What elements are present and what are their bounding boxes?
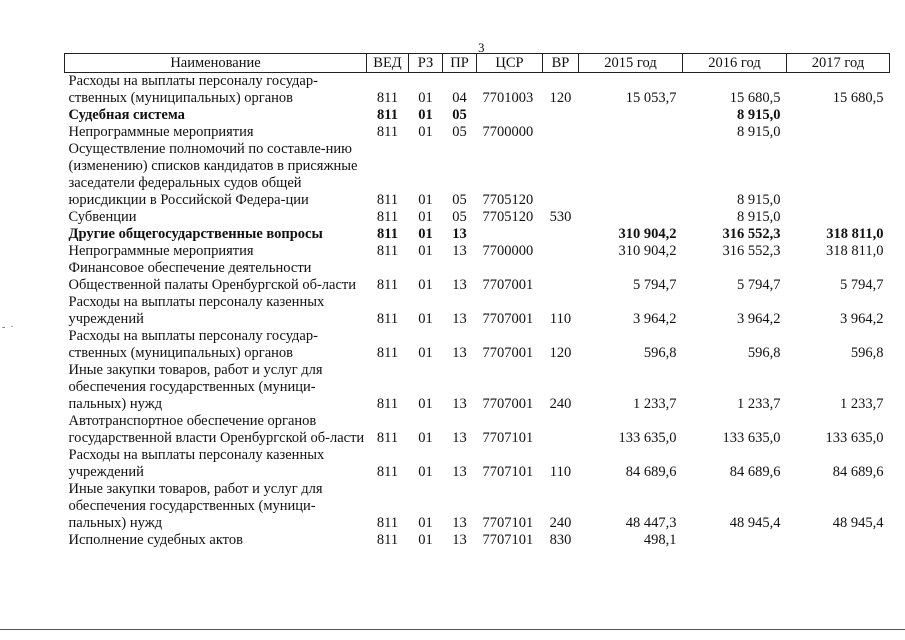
cell-y2017: 3 964,2 [840,311,884,327]
cell-vr: 530 [549,209,572,225]
cell-y2017 [787,141,890,209]
cell-y2015 [579,141,683,209]
col-header-2015: 2015 год [579,54,683,73]
cell-csr: 7707101 [482,430,534,446]
cell-rz: 01 [418,90,433,106]
cell-name: Осуществление полномочий по составле-нию (изменению) списков кандидатов в присяжные заседатели федеральных судов общей юрисдикции в Российской Федера-ции [68,141,358,208]
cell-csr: 7707001 [482,345,534,361]
cell-csr: 7705120 [482,209,534,225]
cell-csr: 7707001 [482,311,534,327]
cell-ved: 811 [376,90,399,106]
col-header-name: Наименование [65,54,367,73]
col-header-csr: ЦСР [477,54,543,73]
cell-y2017: 596,8 [850,345,884,361]
cell-pr: 05 [452,124,467,140]
cell-vr [543,124,579,141]
cell-name: Финансовое обеспечение деятельности Общественной палаты Оренбургской об-ласти [68,260,356,293]
cell-ved: 811 [376,277,399,293]
cell-vr: 240 [549,396,572,412]
cell-y2015: 498,1 [643,532,677,548]
cell-pr: 13 [452,277,467,293]
cell-csr: 7700000 [482,243,534,259]
cell-y2017: 84 689,6 [832,464,884,480]
cell-y2015 [579,107,683,124]
cell-vr: 110 [549,464,572,480]
cell-vr [543,226,579,243]
cell-rz: 01 [418,192,433,208]
table-body [65,73,890,550]
cell-rz: 01 [418,243,433,259]
table-row [65,209,890,226]
cell-name: Исполнение судебных актов [68,532,243,548]
cell-ved: 811 [376,396,399,412]
cell-vr [543,260,579,294]
table-row [65,328,890,362]
cell-y2015: 5 794,7 [633,277,677,293]
cell-pr: 13 [452,430,467,446]
cell-name: Автотранспортное обеспечение органов государственной власти Оренбургской об-ласти [68,413,365,446]
cell-name: Непрограммные мероприятия [68,124,254,140]
table-row [65,226,890,243]
cell-y2016: 596,8 [747,345,781,361]
cell-y2017: 48 945,4 [832,515,884,531]
cell-name: Расходы на выплаты персоналу государ-ственных (муниципальных) органов [68,73,318,106]
cell-ved: 811 [376,515,399,531]
cell-csr: 7707001 [482,277,534,293]
cell-y2017 [787,107,890,124]
table-row [65,260,890,294]
cell-y2015: 310 904,2 [618,226,677,242]
cell-y2017: 318 811,0 [826,226,884,242]
cell-vr: 120 [549,345,572,361]
cell-rz: 01 [418,124,433,140]
cell-y2015 [579,209,683,226]
table-row [65,362,890,413]
cell-vr [543,141,579,209]
cell-rz: 01 [418,226,433,242]
page-bottom-rule [0,629,905,630]
cell-name: Непрограммные мероприятия [68,243,254,259]
cell-ved: 811 [376,464,399,480]
cell-rz: 01 [418,515,433,531]
cell-y2017: 318 811,0 [826,243,884,259]
cell-ved: 811 [376,192,399,208]
cell-y2016: 1 233,7 [737,396,781,412]
cell-name: Расходы на выплаты персоналу казенных учреждений [68,447,325,480]
table-row [65,481,890,532]
cell-pr: 13 [452,311,467,327]
cell-rz: 01 [418,209,433,225]
cell-csr: 7707001 [482,396,534,412]
cell-ved: 811 [377,226,398,242]
table-row [65,532,890,549]
cell-ved: 811 [376,209,399,225]
cell-y2015: 3 964,2 [633,311,677,327]
cell-vr [543,413,579,447]
cell-vr [543,107,579,124]
cell-pr: 13 [452,515,467,531]
cell-ved: 811 [376,124,399,140]
cell-ved: 811 [376,345,399,361]
cell-rz: 01 [418,464,433,480]
cell-pr: 13 [452,532,467,548]
cell-y2016: 3 964,2 [737,311,781,327]
cell-name: Другие общегосударственные вопросы [68,226,323,242]
cell-y2017 [787,124,890,141]
cell-csr: 7705120 [482,192,534,208]
cell-y2017: 5 794,7 [840,277,884,293]
cell-y2016: 133 635,0 [722,430,781,446]
cell-y2017 [787,532,890,549]
col-header-2016: 2016 год [683,54,787,73]
cell-ved: 811 [376,311,399,327]
cell-y2016: 8 915,0 [737,124,781,140]
cell-vr [543,243,579,260]
cell-y2015: 1 233,7 [633,396,677,412]
cell-y2016: 48 945,4 [729,515,781,531]
page-number: 3 [478,40,485,55]
cell-pr: 04 [452,90,467,106]
cell-name: Иные закупки товаров, работ и услуг для обеспечения государственных (муници-пальных) нужд [68,481,323,531]
cell-pr: 13 [452,464,467,480]
cell-y2015: 15 053,7 [625,90,677,106]
cell-ved: 811 [376,243,399,259]
table-row [65,124,890,141]
cell-y2017 [787,209,890,226]
cell-rz: 01 [418,277,433,293]
cell-csr: 7707101 [482,515,534,531]
cell-vr: 240 [549,515,572,531]
cell-name: Расходы на выплаты персоналу казенных учреждений [68,294,325,327]
table-row [65,294,890,328]
cell-y2017: 1 233,7 [840,396,884,412]
cell-ved: 811 [376,430,399,446]
cell-y2015: 84 689,6 [625,464,677,480]
table-row [65,243,890,260]
cell-y2015 [579,124,683,141]
cell-y2016: 316 552,3 [722,226,781,242]
cell-name: Расходы на выплаты персоналу государ-ственных (муниципальных) органов [68,328,318,361]
cell-pr: 05 [452,192,467,208]
table-row [65,107,890,124]
cell-rz: 01 [418,430,433,446]
cell-rz: 01 [418,396,433,412]
cell-y2015: 48 447,3 [625,515,677,531]
cell-csr: 7700000 [482,124,534,140]
cell-y2015: 133 635,0 [618,430,677,446]
cell-y2016: 84 689,6 [729,464,781,480]
cell-pr: 13 [452,396,467,412]
cell-y2016: 15 680,5 [729,90,781,106]
cell-y2015: 596,8 [643,345,677,361]
cell-csr: 7707101 [482,464,534,480]
col-header-2017: 2017 год [787,54,890,73]
cell-name: Субвенции [68,209,137,225]
cell-pr: 13 [452,345,467,361]
cell-y2016: 8 915,0 [737,209,781,225]
budget-table [64,53,890,549]
cell-csr: 7707101 [482,532,534,548]
cell-rz: 01 [418,107,433,123]
cell-vr: 110 [549,311,572,327]
cell-csr [477,107,543,124]
table-row [65,141,890,209]
cell-y2016: 8 915,0 [737,107,781,123]
cell-name: Иные закупки товаров, работ и услуг для обеспечения государственных (муници-пальных) нужд [68,362,323,412]
cell-pr: 05 [452,107,467,123]
cell-y2017: 15 680,5 [832,90,884,106]
table-row [65,73,890,108]
table-header [65,54,890,73]
cell-ved: 811 [376,532,399,548]
cell-csr: 7701003 [482,90,534,106]
margin-mark: - · [2,322,14,333]
cell-pr: 05 [452,209,467,225]
col-header-rz: РЗ [409,54,443,73]
cell-rz: 01 [418,532,433,548]
cell-ved: 811 [377,107,398,123]
cell-vr: 830 [549,532,572,548]
cell-y2016: 5 794,7 [737,277,781,293]
cell-csr [477,226,543,243]
cell-rz: 01 [418,311,433,327]
cell-y2016: 8 915,0 [737,192,781,208]
col-header-ved: ВЕД [367,54,409,73]
cell-y2015: 310 904,2 [618,243,677,259]
col-header-pr: ПР [443,54,477,73]
cell-name: Судебная система [68,107,185,123]
cell-vr: 120 [549,90,572,106]
cell-y2017: 133 635,0 [825,430,884,446]
cell-y2016: 316 552,3 [722,243,781,259]
col-header-vr: ВР [543,54,579,73]
table-row [65,413,890,447]
cell-y2016 [683,532,787,549]
table-row [65,447,890,481]
cell-pr: 13 [452,226,467,242]
cell-rz: 01 [418,345,433,361]
cell-pr: 13 [452,243,467,259]
